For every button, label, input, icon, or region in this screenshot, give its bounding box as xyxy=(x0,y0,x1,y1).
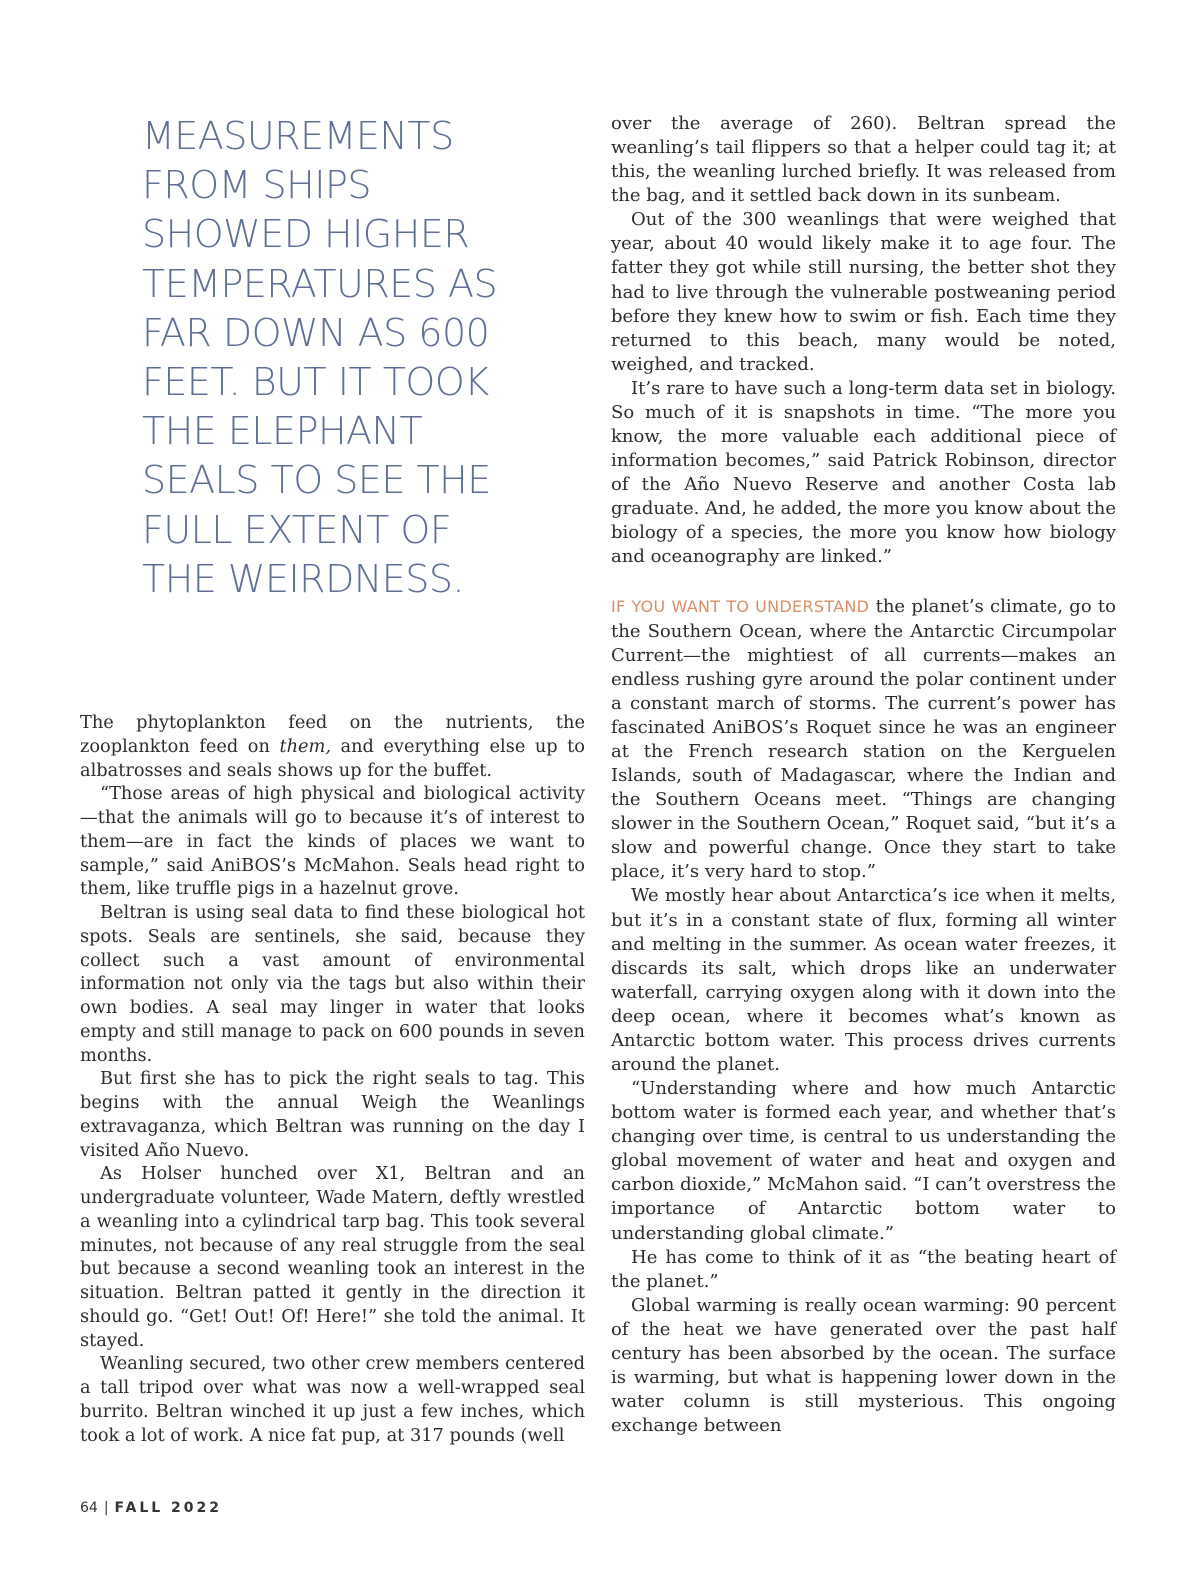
section-opening-paragraph xyxy=(611,595,1116,884)
page-number: 64 xyxy=(80,1500,98,1516)
body-text: the planet’s climate, go to the Southern Ocean, where the Antarctic Circumpolar Current—the mightiest of all currents—makes an endless rushing gyre around the polar continent under a constant march of storms. The current’s power has fascinated AniBOS’s Roquet since he was an engineer at the French research station on the Kerguelen Islands, south of Madagascar, where the Indian and the Southern Oceans meet. “Things are changing slower in the Southern Ocean,” Roquet said, “but it’s a slow and powerful change. Once they start to take place, it’s very hard to stop.” xyxy=(611,596,1117,883)
body-text: The phytoplankton feed on the nutrients, the zooplankton feed on xyxy=(80,713,585,757)
body-paragraph: But first she has to pick the right seals to tag. This begins with the annual Weigh the Weanlings extravaganza, which Beltran was running on the day I visited Año Nuevo. xyxy=(80,1069,585,1161)
body-paragraph: Beltran is using seal data to find these biological hot spots. Seals are sentinels, she said, because they collect such a vast amount of environmental information not only via the tags but also within their own bodies. A seal may linger in water that looks empty and still manage to pack on 600 pounds in seven months. xyxy=(80,903,585,1066)
pull-quote-line: FEET. BUT IT TOOK xyxy=(142,360,489,405)
pull-quote-line: THE ELEPHANT xyxy=(142,409,423,454)
pull-quote xyxy=(142,112,562,604)
body-paragraph: It’s rare to have such a long-term data set in biology. So much of it is snapshots in time. “The more you know, the more valuable each additional piece of information becomes,” said Patrick Robinson, director of the Año Nuevo Reserve and another Costa lab graduate. And, he added, the more you know about the biology of a species, the more you know how biology and oceanography are linked.” xyxy=(611,377,1116,568)
body-text: and everything else up to albatrosses and seals shows up for the buffet. xyxy=(80,736,585,781)
right-text-column xyxy=(611,112,1116,1438)
body-paragraph: over the average of 260). Beltran spread the weanling’s tail flippers so that a helper could tag it; at this, the weanling lurched briefly. It was released from the bag, and it settled back down in its sunbeam. xyxy=(611,113,1116,207)
body-paragraph: “Those areas of high physical and biological activity—that the animals will go to because it’s of interest to them—are in fact the kinds of places we want to sample,” said AniBOS’s McMahon. Seals head right to them, like truffle pigs in a hazelnut grove. xyxy=(80,784,585,900)
pull-quote-line: THE WEIRDNESS. xyxy=(142,556,465,601)
section-lead-in: IF YOU WANT TO UNDERSTAND xyxy=(611,597,870,617)
body-paragraph: He has come to think of it as “the beating heart of the planet.” xyxy=(611,1246,1116,1292)
issue-label: FALL 2022 xyxy=(114,1500,223,1516)
body-paragraph: As Holser hunched over X1, Beltran and an undergraduate volunteer, Wade Matern, deftly wrestled a weanling into a cylindrical tarp bag. This took several minutes, not because of any real struggle from the seal but because a second weanling took an interest in the situation. Beltran patted it gently in the direction it should go. “Get! Out! Of! Here!” she told the animal. It stayed. xyxy=(80,1164,585,1351)
body-paragraph xyxy=(80,712,585,783)
body-paragraph: Weanling secured, two other crew members centered a tall tripod over what was now a well-wrapped seal burrito. Beltran winched it up just a few inches, which took a lot of work. A nice fat pup, at 317 pounds (well xyxy=(80,1354,585,1446)
pull-quote-line: FROM SHIPS xyxy=(142,163,371,208)
folio-separator: | xyxy=(103,1500,109,1516)
pull-quote-line: FAR DOWN AS 600 xyxy=(142,310,490,355)
emphasis-text: them, xyxy=(279,736,331,757)
body-paragraph: Global warming is really ocean warming: 90 percent of the heat we have generated over the past half century has been absorbed by the ocean. The surface is warming, but what is happening lower down in the water column is still mysterious. This ongoing exchange between xyxy=(611,1294,1116,1437)
pull-quote-line: MEASUREMENTS xyxy=(142,114,454,158)
body-paragraph: Out of the 300 weanlings that were weighed that year, about 40 would likely make it to age four. The fatter they got while still nursing, the better shot they had to live through the vulnerable postweaning period before they knew how to swim or fish. Each time they returned to this beach, many would be noted, weighed, and tracked. xyxy=(611,209,1116,375)
pull-quote-line: SEALS TO SEE THE xyxy=(142,458,491,503)
pull-quote-line: SHOWED HIGHER xyxy=(142,212,470,257)
pull-quote-line: FULL EXTENT OF xyxy=(142,507,452,552)
left-text-column xyxy=(80,712,585,1448)
page-folio xyxy=(80,1500,222,1516)
pull-quote-line: TEMPERATURES AS xyxy=(142,261,498,306)
body-paragraph: “Understanding where and how much Antarctic bottom water is formed each year, and whether that’s changing over time, is central to us understanding the global movement of water and heat and oxygen and carbon dioxide,” McMahon said. “I can’t overstress the importance of Antarctic bottom water to understanding global climate.” xyxy=(611,1078,1116,1244)
body-paragraph: We mostly hear about Antarctica’s ice when it melts, but it’s in a constant state of flux, forming all winter and melting in the summer. As ocean water freezes, it discards its salt, which drops like an underwater waterfall, carrying oxygen along with it down into the deep ocean, where it becomes what’s known as Antarctic bottom water. This process drives currents around the planet. xyxy=(611,885,1116,1075)
